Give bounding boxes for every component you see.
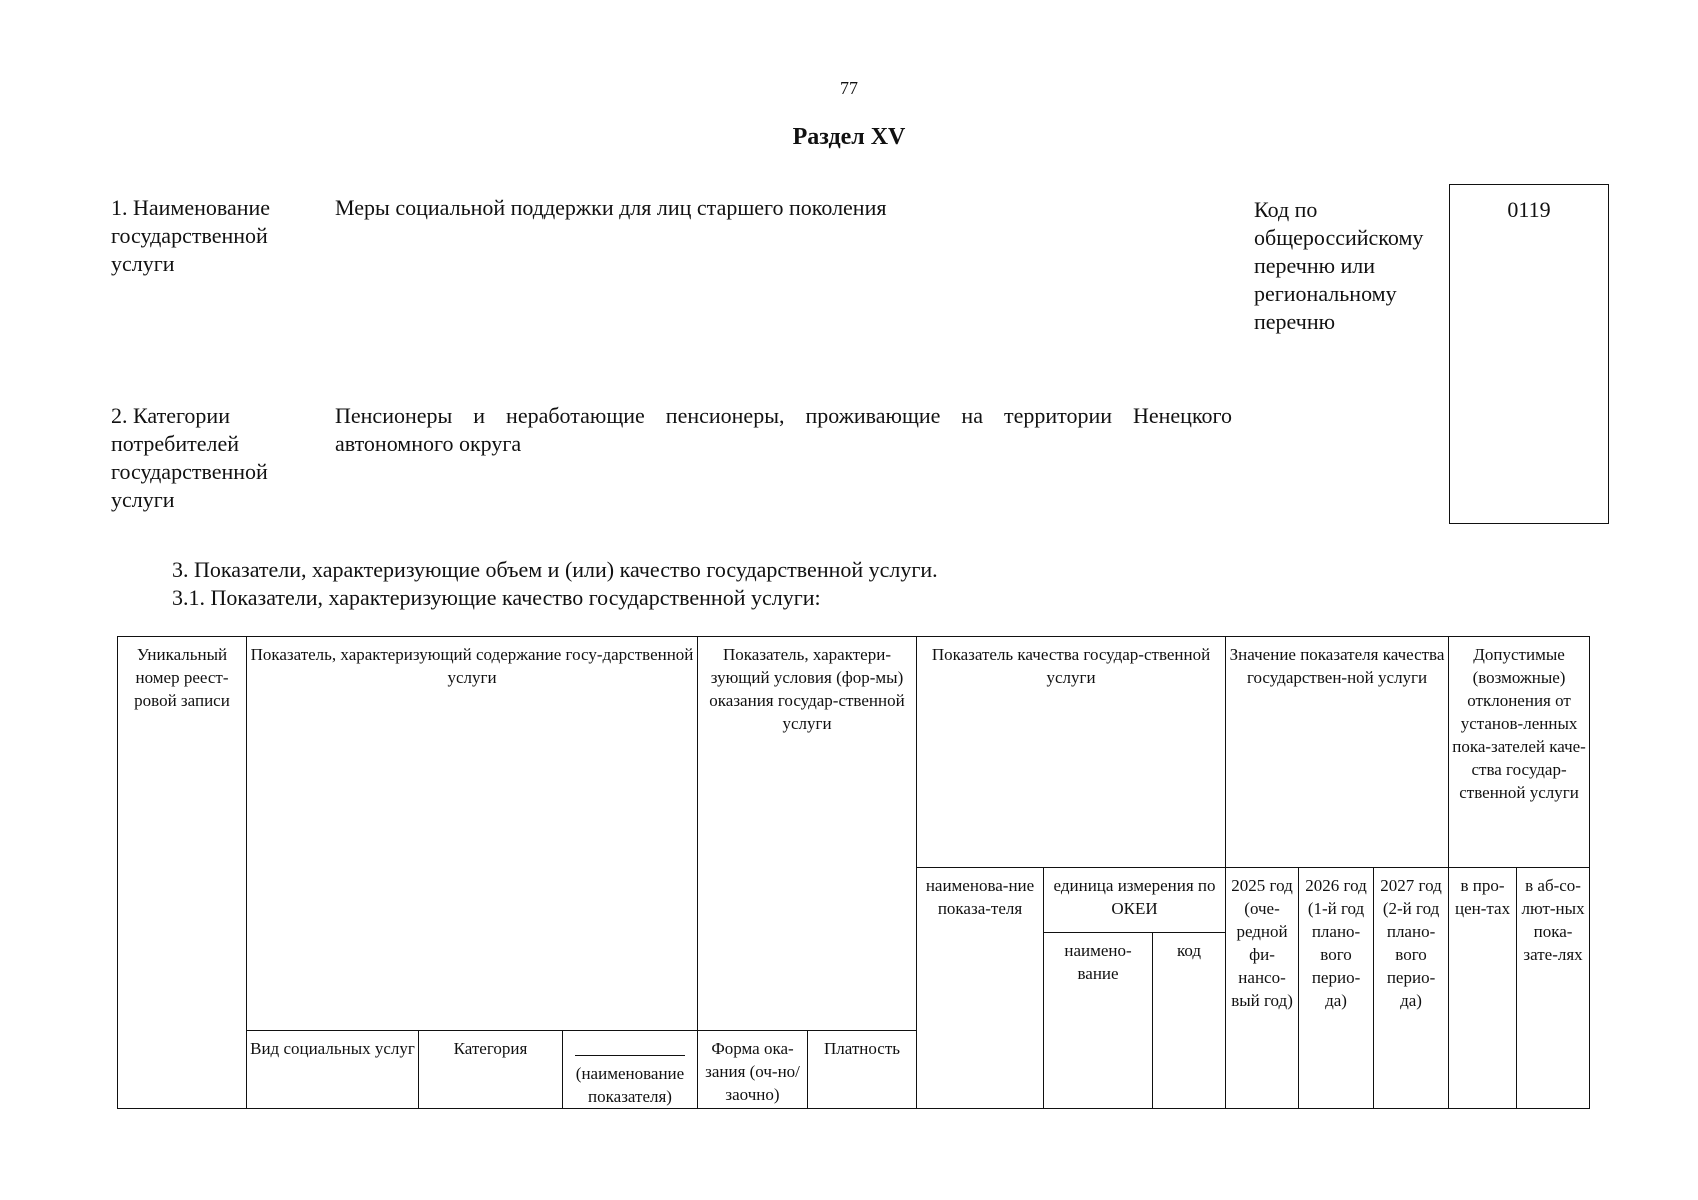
registry-code-value: 0119	[1507, 197, 1551, 222]
header-quality-indicator: Показатель качества государ-ственной услуги	[917, 637, 1226, 868]
quality-indicators-table	[117, 636, 1590, 1109]
header-indicator-value: Значение показателя качества государствен-ной услуги	[1226, 637, 1449, 868]
header-blank-indicator-label: (наименование показателя)	[575, 1064, 685, 1106]
header-delivery-form: Форма ока-зания (оч-но/заочно)	[698, 1031, 808, 1109]
header-service-conditions: Показатель, характери-зующий условия (фор-мы) оказания государ-ственной услуги	[698, 637, 917, 1031]
header-payment: Платность	[808, 1031, 917, 1109]
header-year-2025: 2025 год (оче-редной фи-нансо-вый год)	[1226, 868, 1299, 1109]
registry-code-box	[1449, 184, 1609, 524]
service-name-value: Меры социальной поддержки для лиц старшего поколения	[335, 195, 887, 220]
header-indicator-name: наименова-ние показа-теля	[917, 868, 1044, 1109]
header-unit-name: наимено-вание	[1044, 933, 1153, 1109]
header-deviation-absolute: в аб-со-лют-ных пока-зате-лях	[1517, 868, 1590, 1109]
page-number: 77	[840, 78, 858, 98]
service-name-label: 1. Наименование государственной услуги	[111, 195, 271, 276]
consumer-categories-label: 2. Категории потребителей государственной услуги	[111, 403, 268, 512]
indicators-line-1: 3. Показатели, характеризующие объем и (или) качество государственной услуги.	[172, 557, 938, 582]
consumer-categories-value: Пенсионеры и неработающие пенсионеры, проживающие на территории Ненецкого автономного округа	[335, 403, 1232, 456]
header-allowed-deviation: Допустимые (возможные) отклонения от установ-ленных пока-зателей каче-ства государ-ственной услуги	[1449, 637, 1590, 868]
header-unit-okei: единица измерения по ОКЕИ	[1044, 868, 1226, 933]
header-social-service-type: Вид социальных услуг	[247, 1031, 419, 1109]
indicators-heading	[172, 556, 938, 612]
header-blank-indicator	[563, 1031, 698, 1109]
registry-code-label: Код по общероссийскому перечню или региональному перечню	[1254, 197, 1424, 334]
header-year-2027: 2027 год (2-й год плано-вого перио-да)	[1374, 868, 1449, 1109]
blank-line	[575, 1037, 685, 1056]
section-title: Раздел XV	[792, 124, 906, 150]
header-year-2026: 2026 год (1-й год плано-вого перио-да)	[1299, 868, 1374, 1109]
indicators-line-2: 3.1. Показатели, характеризующие качество государственной услуги:	[172, 585, 821, 610]
header-deviation-percent: в про-цен-тах	[1449, 868, 1517, 1109]
header-category: Категория	[419, 1031, 563, 1109]
header-service-content: Показатель, характеризующий содержание госу-дарственной услуги	[247, 637, 698, 1031]
header-unit-code: код	[1153, 933, 1226, 1109]
header-registry-number: Уникальный номер реест-ровой записи	[118, 637, 247, 1109]
